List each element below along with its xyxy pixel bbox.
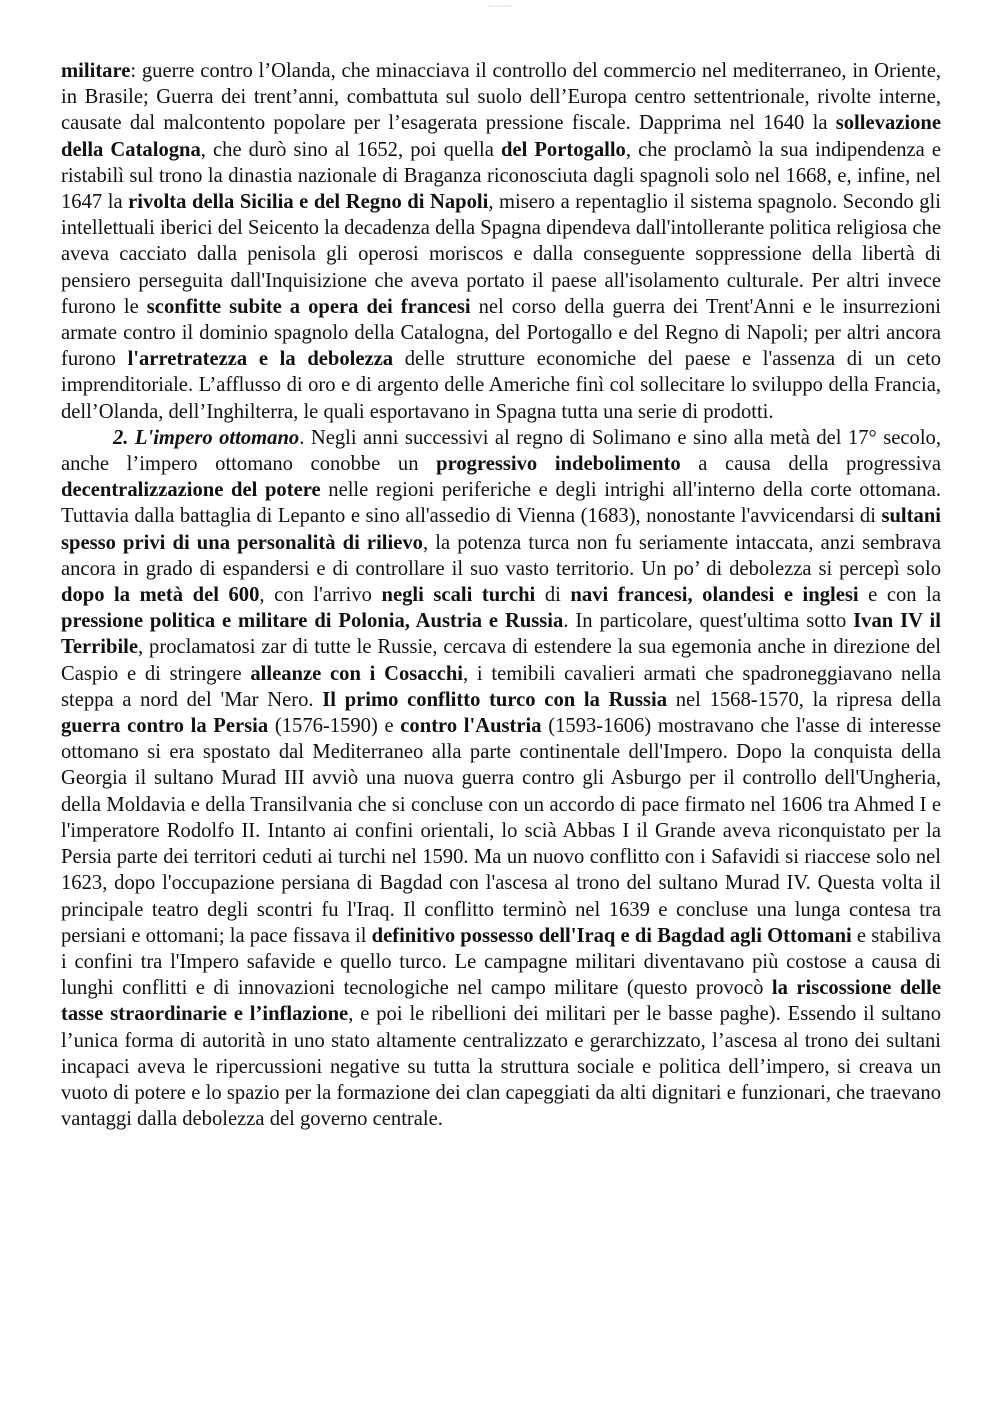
document-body — [61, 58, 941, 1132]
text-span: a causa della progressiva — [680, 453, 941, 476]
text-span: di — [535, 584, 571, 607]
bold-span: negli scali turchi — [381, 584, 536, 607]
text-span: nel corso della guerra dei Trent'Anni e le insurrezioni armate contro il dominio spagnolo della Catalogna, del Portogallo e del Regno di Napoli; per altri ancora furono — [61, 295, 941, 371]
bold-span: pressione politica e militare di Polonia, Austria e Russia — [61, 610, 564, 633]
text-span: , i temibili cavalieri armati che spadroneggiavano nella steppa a nord del 'Mar Nero. — [61, 662, 942, 711]
bold-italic-span: 2. L'impero ottomano — [113, 426, 300, 449]
text-span: (1593-1606) mostravano che l'asse di interesse ottomano si era spostato dal Mediterraneo alla parte continentale dell'Impero. Dopo la conquista della Georgia il sultano Murad III avviò una nuova guerra contro gli Asburgo per il controllo dell'Ungheria, della Moldavia e della Transilvania che si concluse con un accordo di pace firmato nel 1606 tra Ahmed I e l'imperatore Rodolfo II. Intanto ai confini orientali, lo scià Abbas I il Grande aveva riconquistato per la Persia parte dei territori ceduti ai turchi nel 1590. Ma un nuovo conflitto con i Safavidi si riaccese solo nel 1623, dopo l'occupazione persiana di Bagdad con l'ascesa al trono del sultano Murad IV. Questa volta il principale teatro degli scontri fu l'Iraq. Il conflitto terminò nel 1639 e concluse una lunga contesa tra persiani e ottomani; la pace fissava il — [61, 715, 941, 947]
text-span: , che proclamò la sua indipendenza e ristabilì sul trono la dinastia nazionale di Braganza riconosciuta dagli spagnoli solo nel 1668, e, infine, nel 1647 la — [61, 138, 941, 214]
text-span: , proclamatosi zar di tutte le Russie, cercava di estendere la sua egemonia anche in direzione del Caspio e di stringere — [61, 636, 941, 685]
bold-span: decentralizzazione del potere — [61, 479, 321, 502]
text-span: nel 1568-1570, la ripresa della — [667, 688, 941, 711]
bold-span: navi francesi, olandesi e inglesi — [570, 584, 859, 607]
text-span: e stabiliva i confini tra l'Impero safavide e quello turco. Le campagne militari diventavano più costose a causa di lunghi conflitti e di innovazioni tecnologiche nel campo militare (questo provocò — [61, 924, 941, 1000]
bold-span: alleanze con i Cosacchi — [250, 662, 464, 685]
bold-span: dopo la metà del 600 — [61, 584, 260, 607]
text-span: delle strutture economiche del paese e l'assenza di un ceto imprenditoriale. L’afflusso di oro e di argento delle Americhe finì col sollecitare lo sviluppo della Francia, dell’Olanda, dell’Inghilterra, le quali esportavano in Spagna tutta una serie di prodotti. — [61, 348, 941, 423]
bold-span: definitivo possesso dell'Iraq e di Bagdad agli Ottomani — [371, 924, 852, 947]
text-span: e con la — [858, 584, 941, 607]
text-span: : guerre contro l’Olanda, che minacciava il controllo del commercio nel mediterraneo, in Oriente, in Brasile; Guerra dei trent’anni, combattuta sul suolo dell’Europa centro settentrionale, rivolte interne, causate dal malcontento popolare per l’esagerata pressione fiscale. Dapprima nel 1640 la — [61, 60, 941, 135]
text-span: . Negli anni successivi al regno di Solimano e sino alla metà del 17° secolo, anche l’impero ottomano conobbe un — [61, 426, 941, 476]
text-span: (1576-1590) e — [268, 715, 401, 738]
bold-span: sconfitte subite a opera dei francesi — [146, 295, 471, 318]
bold-span: Il primo conflitto turco con la Russia — [322, 688, 667, 711]
bold-span: l'arretratezza e la debolezza — [127, 348, 394, 371]
paragraph-spain-decline — [61, 58, 941, 425]
text-span: nelle regioni periferiche e degli intrighi all'interno della corte ottomana. Tuttavia dalla battaglia di Lepanto e sino all'assedio di Vienna (1683), nonostante l'avvicendarsi di — [61, 479, 941, 528]
bold-span: sultani spesso privi di una personalità di rilievo — [61, 505, 941, 554]
bold-span — [113, 427, 299, 449]
bold-span: contro l'Austria — [400, 715, 542, 738]
text-span: , misero a repentaglio il sistema spagnolo. Secondo gli intellettuali iberici del Seicento la decadenza della Spagna dipendeva dall'intollerante politica religiosa che aveva cacciato dalla penisola gli operosi moriscos e dalla conseguente soppressione della libertà di pensiero perseguita dall'Inquisizione che aveva portato il paese all'isolamento culturale. Per altri invece furono le — [61, 191, 941, 318]
paragraph-ottoman-empire — [61, 425, 941, 1132]
text-span: , che durò sino al 1652, poi quella — [200, 138, 501, 161]
header-watermark: xxx xxx xxxxx — [487, 3, 513, 8]
bold-span: rivolta della Sicilia e del Regno di Napoli — [128, 191, 489, 214]
text-span: , con l'arrivo — [259, 584, 382, 607]
bold-span: progressivo indebolimento — [436, 453, 681, 476]
bold-span: del Portogallo — [500, 138, 626, 161]
bold-span: sollevazione della Catalogna — [61, 112, 941, 161]
bold-span: guerra contro la Persia — [61, 715, 269, 738]
text-span: . In particolare, quest'ultima sotto — [563, 610, 854, 633]
text-span: , la potenza turca non fu seriamente intaccata, anzi sembrava ancora in grado di espandersi e di controllare il suo vasto territorio. Un po’ di debolezza si percepì solo — [61, 531, 941, 580]
text-span: , e poi le ribellioni dei militari per le basse paghe). Essendo il sultano l’unica forma di autorità in uno stato altamente centralizzato e gerarchizzato, l’ascesa al trono dei sultani incapaci aveva le ripercussioni negative su tutta la struttura sociale e politica dell’impero, si creava un vuoto di potere e lo spazio per la formazione dei clan capeggiati da alti dignitari e funzionari, che traevano vantaggi dalla debolezza del governo centrale. — [61, 1003, 941, 1131]
bold-span: militare — [61, 60, 131, 82]
bold-span: Ivan IV il Terribile — [61, 610, 941, 659]
bold-span: la riscossione delle tasse straordinarie e l’inflazione — [61, 977, 941, 1026]
